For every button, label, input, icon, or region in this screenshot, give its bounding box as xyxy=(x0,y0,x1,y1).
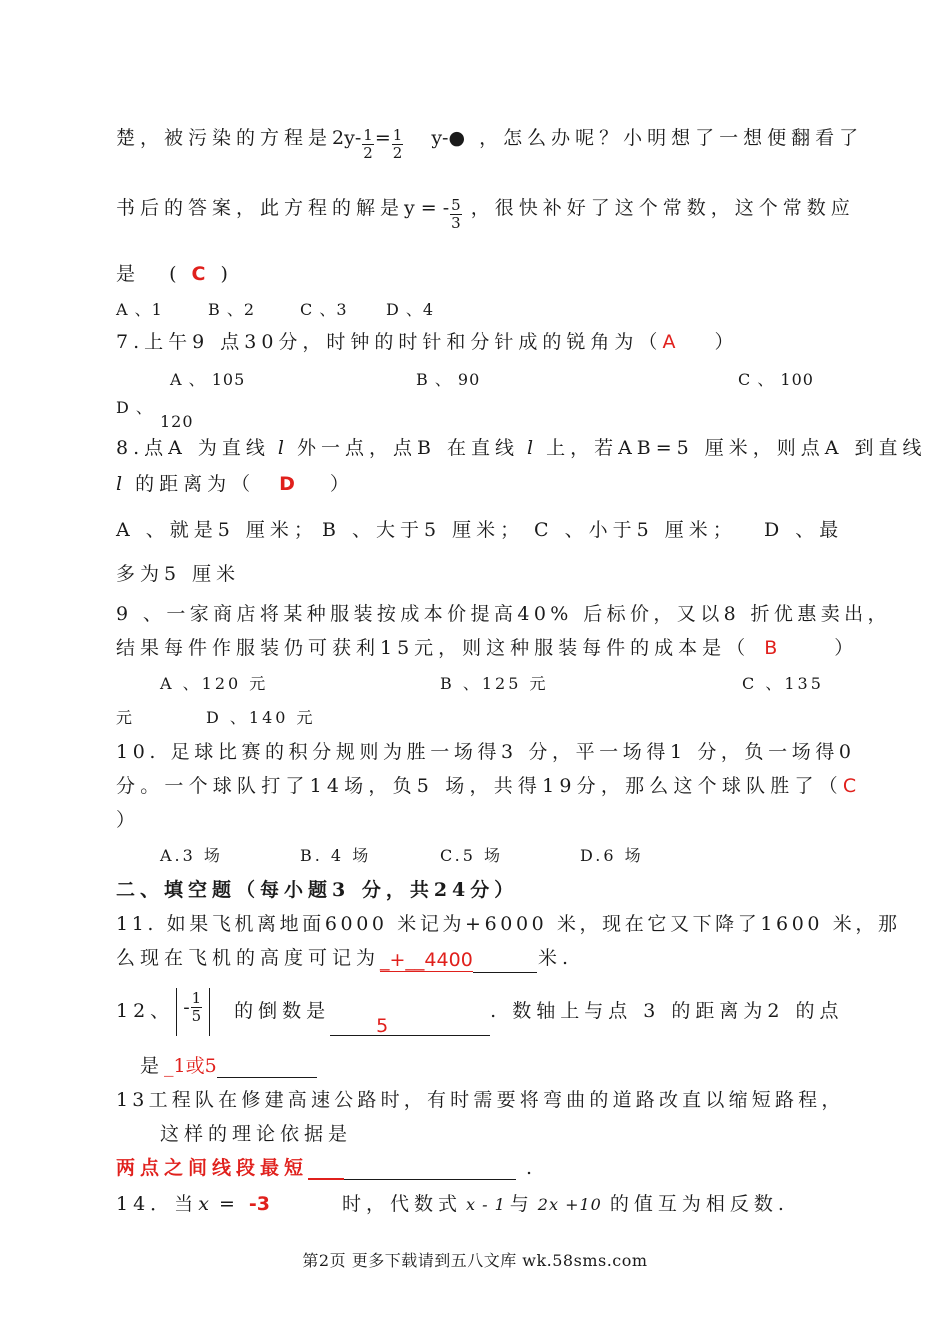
q6-line3-text: 是 xyxy=(116,263,141,285)
q6-eq-lhs: 2y- xyxy=(332,127,362,149)
q13-line1: 13工程队在修建高速公路时，有时需要将弯曲的道路改直以缩短路程， xyxy=(116,1089,845,1111)
q10-line1: 10. 足球比赛的积分规则为胜一场得3 分，平一场得1 分，负一场得0 xyxy=(116,741,856,763)
q14-line: 14．当x = -3 时，代数式 x - 1 与 2x +10 的值互为相反数. xyxy=(116,1193,789,1215)
q12-line1: 12、 - $\frac{1}{5}$ 的倒数是5. 数轴上与点 3 的距离为2 的点 xyxy=(116,989,844,1037)
section-heading: 二、填空题（每小题3 分，共24分） xyxy=(116,879,519,901)
q6-eq-mid: = xyxy=(374,127,391,149)
q6-line3: 是 ( C ) xyxy=(116,263,233,285)
q12-abs-value: - $\frac{1}{5}$ xyxy=(176,988,210,1036)
q9-answer: B xyxy=(764,637,783,659)
q9-line2: 结果每件作服装仍可获利15元，则这种服装每件的成本是（ B ） xyxy=(116,637,859,659)
line-l-symbol: l xyxy=(526,437,539,459)
q11-line2: 么现在飞机的高度可记为_+__4400 米. xyxy=(116,947,574,971)
q12-answer1: 5 xyxy=(376,1015,389,1037)
q6-sol-frac: $\frac{5}{3}$ xyxy=(451,196,461,232)
q6-option-b: B 、2 xyxy=(208,300,256,319)
q9-option-a: A 、120 元 xyxy=(160,674,269,693)
q12-answer2: _1或5 xyxy=(164,1055,217,1077)
q8-option-c: C 、小于5 厘米； xyxy=(534,519,737,541)
q6-option-c: C 、3 xyxy=(300,300,348,319)
q6-line2-a: 书后的答案，此方程的解是 xyxy=(116,197,405,219)
q14-expr2: 2x +10 xyxy=(537,1195,602,1214)
page-footer: 第2页 更多下载请到五八文库 wk.58sms.com xyxy=(302,1251,648,1270)
q12-line2: 是_1或5 xyxy=(140,1054,317,1078)
q9-option-c-unit: 元 xyxy=(116,708,134,727)
q8-answer: D xyxy=(279,473,300,495)
q7-stem: 7.上午9 点30分，时钟的时针和分针成的锐角为（A ） xyxy=(116,331,739,353)
q9-option-c: C 、135 xyxy=(742,674,824,693)
q6-eq-rhs: y-● xyxy=(431,127,466,149)
q8-options-row2 xyxy=(116,562,240,586)
q8-option-d: D 、最 xyxy=(764,519,844,541)
line-l-symbol: l xyxy=(277,437,289,459)
q14-answer: -3 xyxy=(248,1193,270,1215)
q12-abs-frac: $\frac{1}{5}$ xyxy=(191,989,202,1025)
q7-stem-text: 7.上午9 点30分，时钟的时针和分针成的锐角为（ xyxy=(116,331,663,353)
q10-line2: 分。一个球队打了14场，负5 场，共得19分，那么这个球队胜了（C xyxy=(116,775,862,797)
q11-answer: _+__4400 xyxy=(380,949,473,971)
q12-answer1-blank xyxy=(330,1014,490,1036)
q7-option-a: A 、 105 xyxy=(170,370,246,389)
q6-line2 xyxy=(116,196,855,232)
q7-answer: A xyxy=(662,331,681,353)
q10-option-c: C.5 场 xyxy=(440,846,504,865)
q9-line1: 9 、一家商店将某种服装按成本价提高40% 后标价，又以8 折优惠卖出， xyxy=(116,603,891,625)
q7-option-d-value: 120 xyxy=(160,412,194,431)
q13-line2: 这样的理论依据是 xyxy=(160,1123,353,1145)
q8-option-d-cont: 多为5 厘米 xyxy=(116,563,241,585)
q14-expr1: x - 1 xyxy=(466,1195,506,1214)
q6-frac2: $\frac{1}{2}$ xyxy=(392,126,403,162)
q6-option-d: D 、4 xyxy=(386,300,435,319)
q8-line2: l 的距离为（ D ） xyxy=(116,473,354,495)
q6-answer: C xyxy=(191,263,211,285)
q10-option-a: A.3 场 xyxy=(160,846,223,865)
q6-text-b: ，怎么办呢？小明想了一想便翻看了 xyxy=(479,127,864,149)
q8-option-b: B 、大于5 厘米； xyxy=(322,519,525,541)
q10-line3: ） xyxy=(116,809,141,831)
q8-line1: 8.点A 为直线 l 外一点，点B 在直线 l 上，若AB=5 厘米，则点A 到直线 xyxy=(116,437,927,459)
q7-option-d: D 、 xyxy=(116,398,153,417)
q11-answer-blank xyxy=(380,948,524,970)
q7-option-c: C 、 100 xyxy=(738,370,814,389)
q10-answer: C xyxy=(842,775,862,797)
q6-line2-b: ，很快补好了这个常数，这个常数应 xyxy=(470,197,855,219)
q8-option-a: A 、就是5 厘米； xyxy=(116,519,318,541)
q10-option-d: D.6 场 xyxy=(580,846,644,865)
q6-sol-prefix: y = - xyxy=(404,197,450,219)
q9-option-d: D 、140 元 xyxy=(206,708,316,727)
q11-line1: 11. 如果飞机离地面6000 米记为+6000 米，现在它又下降了1600 米，那 xyxy=(116,913,901,935)
q13-answer: 两点之间线段最短 xyxy=(116,1157,309,1179)
q6-frac1: $\frac{1}{2}$ xyxy=(363,126,373,162)
q10-option-b: B. 4 场 xyxy=(300,846,372,865)
q6-option-a: A 、1 xyxy=(116,300,163,319)
q7-option-b: B 、 90 xyxy=(416,370,481,389)
q6-text-a: 楚，被污染的方程是 xyxy=(116,127,333,149)
line-l-symbol: l xyxy=(116,473,128,495)
q9-option-b: B 、125 元 xyxy=(440,674,549,693)
q13-line3: 两点之间线段最短 . xyxy=(116,1157,538,1179)
q6-line1 xyxy=(116,126,863,162)
